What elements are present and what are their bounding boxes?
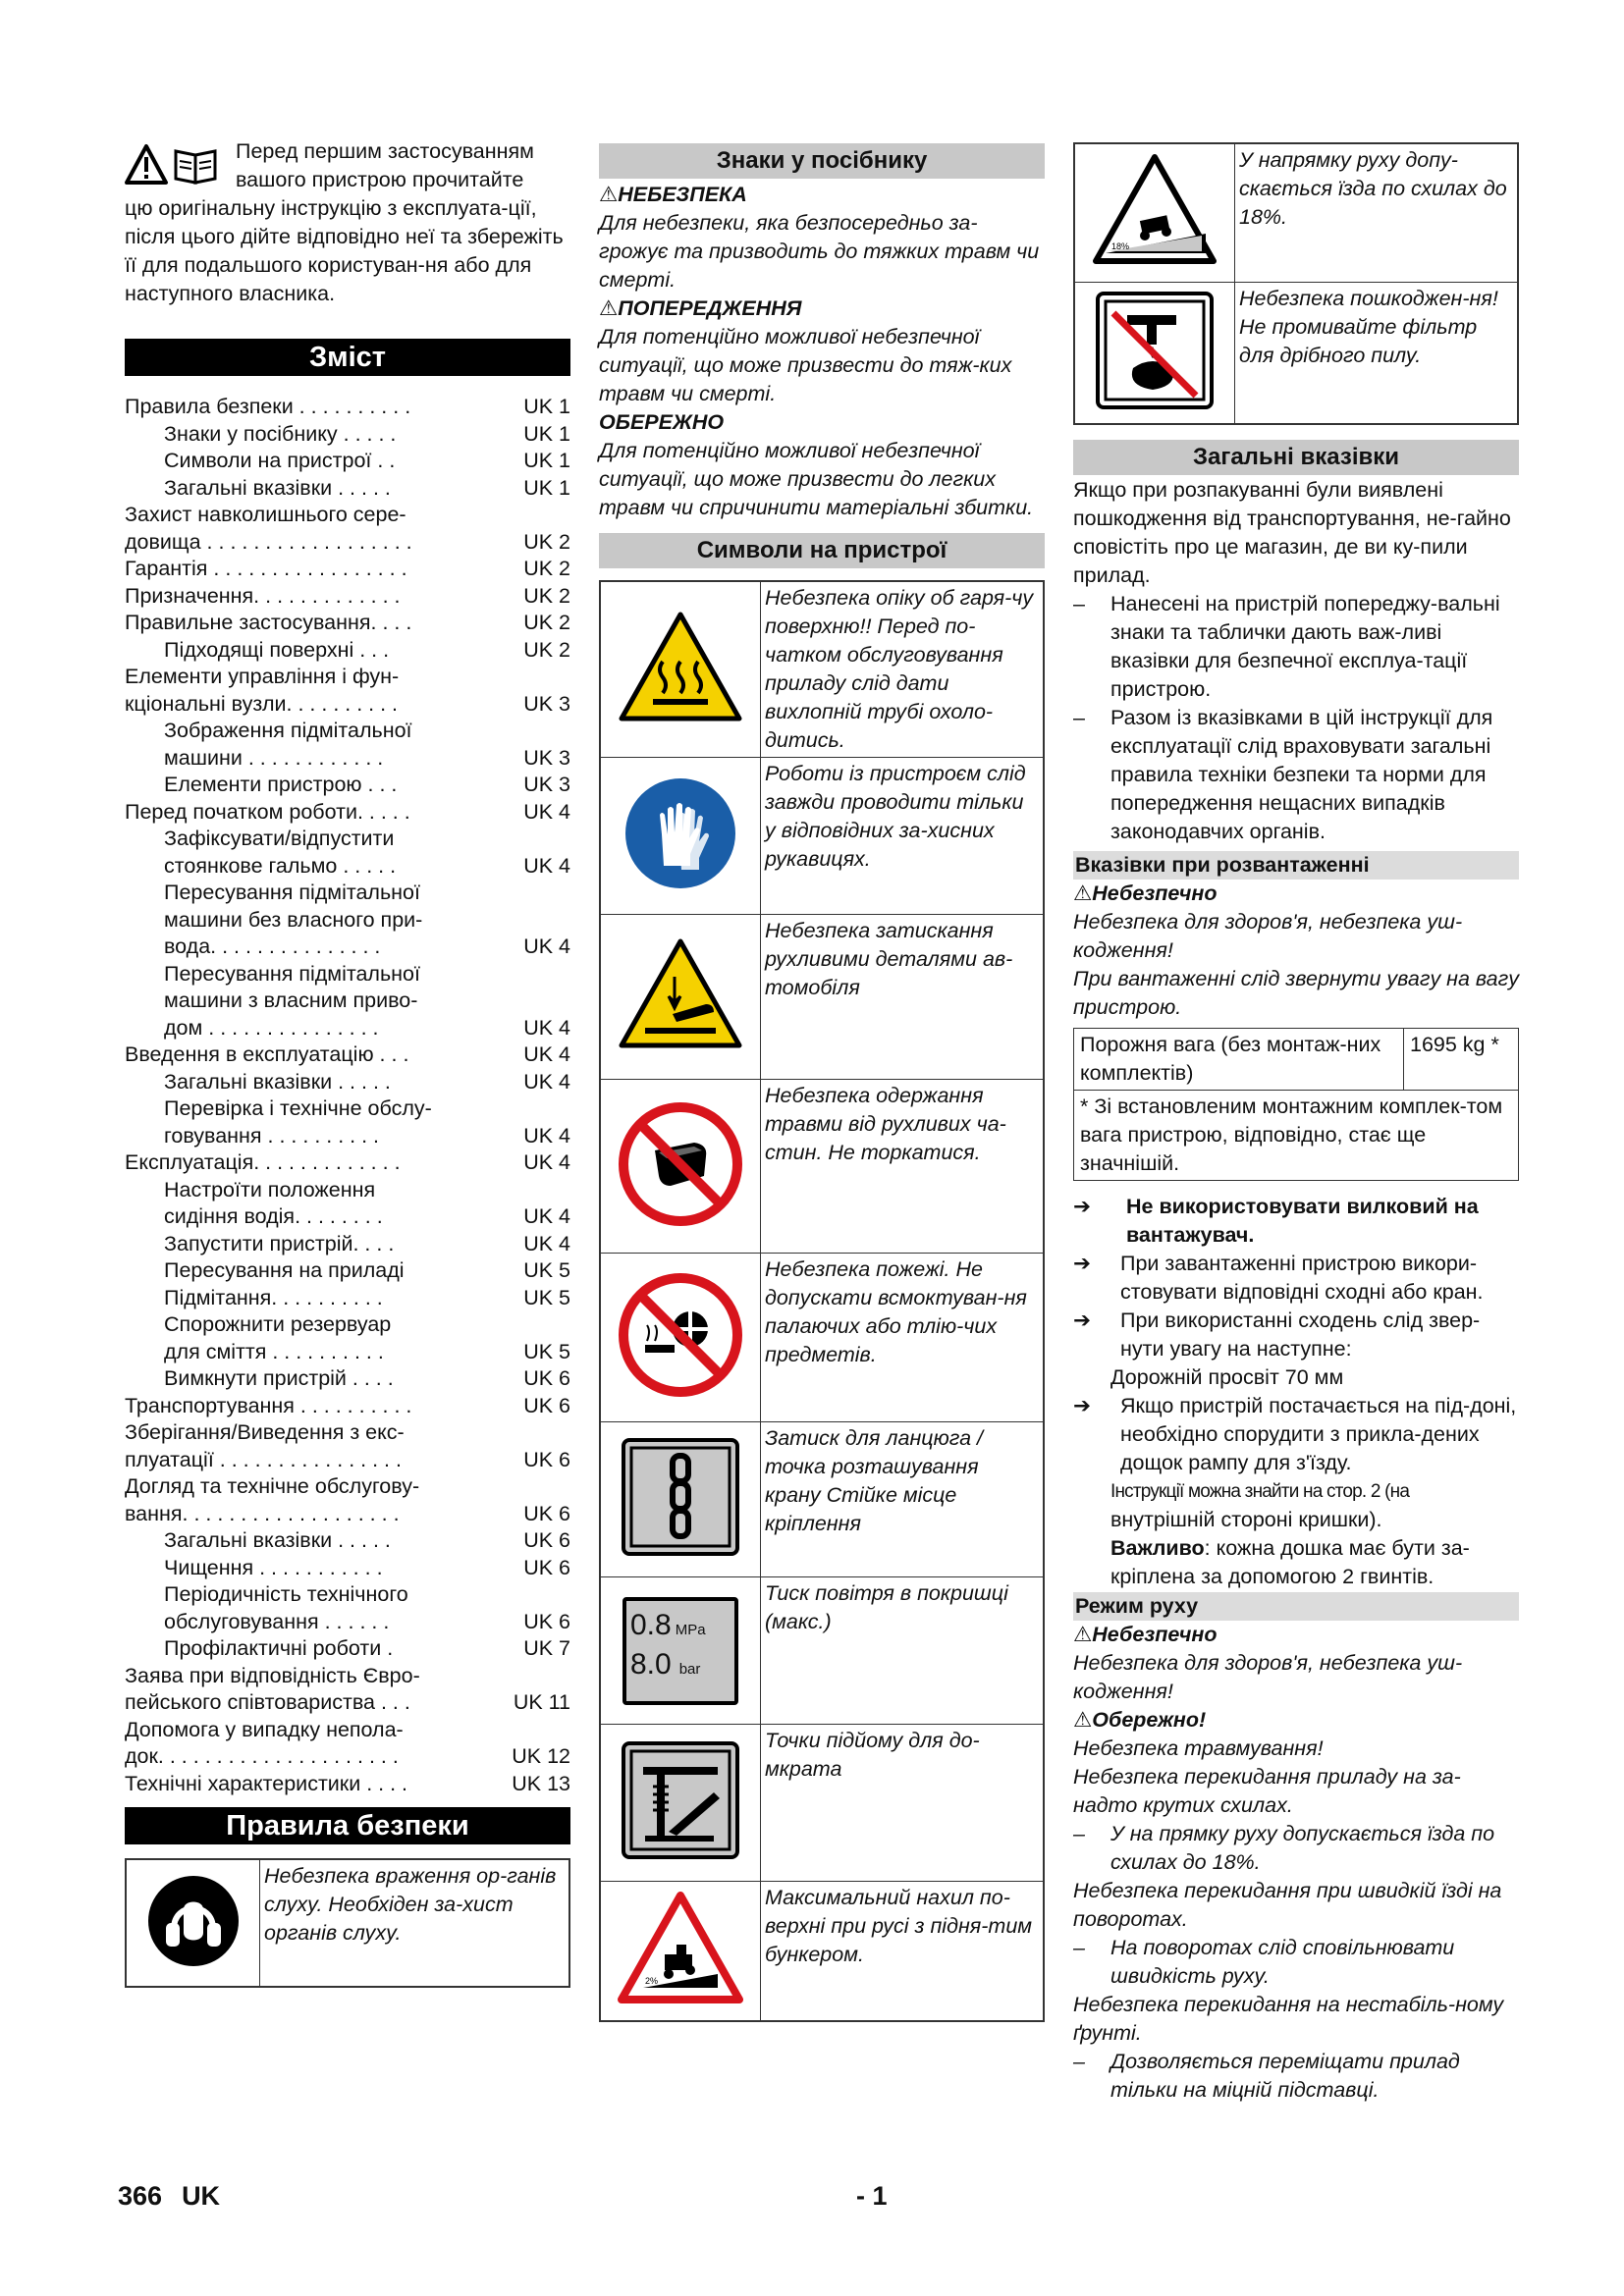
toc-entry-title: Чищення . . . . . . . . . . . xyxy=(164,1555,383,1579)
toc-entry xyxy=(125,934,570,961)
toc-entry-page: UK 6 xyxy=(523,1366,570,1390)
toc-entry xyxy=(125,745,570,773)
toc-entry xyxy=(125,1717,570,1744)
toc-entry xyxy=(125,880,570,907)
toc-entry xyxy=(125,1609,570,1636)
right-symbols-table xyxy=(1073,142,1519,425)
gloves-icon xyxy=(600,758,761,915)
toc-entry xyxy=(125,1339,570,1366)
hot-surface-icon xyxy=(600,581,761,758)
toc-entry-title: сидіння водія. . . . . . . . xyxy=(164,1204,383,1228)
toc-entry-title: Правильне застосування. . . . xyxy=(125,611,412,634)
toc-entry-title: машини без власного при- xyxy=(164,907,423,932)
slope-18-icon xyxy=(1074,143,1235,282)
symbol-text-gloves: Роботи із пристроєм слід завжди проводити тільки у відповідних за-хисних рукавицях. xyxy=(761,758,1045,915)
toc-entry xyxy=(125,1689,570,1717)
toc-entry xyxy=(125,1015,570,1042)
toc-entry-title: Пересування підмітальної xyxy=(164,881,420,904)
toc-entry xyxy=(125,772,570,799)
driving-item-2: – На поворотах слід сповільнювати швидкість руху. xyxy=(1073,1936,1455,1988)
toc-entry xyxy=(125,1285,570,1312)
toc-entry-title: Загальні вказівки . . . . . xyxy=(164,475,391,500)
toc-entry-title: Перед початком роботи. . . . . xyxy=(125,799,410,824)
toc-entry xyxy=(125,961,570,988)
general-paragraph: Якщо при розпакуванні були виявлені пошкодження від транспортування, не-гайно сповістіть про це магазин, де ви ку-пили прилад. xyxy=(1073,478,1511,587)
toc-entry-page: UK 5 xyxy=(523,1339,570,1363)
hearing-protection-text: Небезпека враження ор-ганів слуху. Необхіден за-хист органів слуху. xyxy=(260,1859,570,1987)
toc-entry-page: UK 2 xyxy=(523,637,570,662)
toc-title: Зміст xyxy=(125,339,570,376)
toc-entry-title: машини з власним приво- xyxy=(164,988,418,1012)
intro-line1: Перед першим застосуванням xyxy=(236,139,534,163)
toc-entry-title: вання. . . . . . . . . . . . . . . . . . . xyxy=(125,1501,400,1525)
column-right xyxy=(1073,142,1519,2105)
toc-entry-page: UK 1 xyxy=(523,395,570,418)
toc-entry xyxy=(125,1743,570,1771)
toc-entry xyxy=(125,556,570,583)
toc-entry-title: Зафіксувати/відпустити xyxy=(164,827,395,850)
intro-block xyxy=(125,137,570,308)
toc-entry-title: Загальні вказівки . . . . . xyxy=(164,1069,391,1094)
toc-entry-title: кціональні вузли. . . . . . . . . . xyxy=(125,691,399,716)
toc-entry xyxy=(125,1393,570,1420)
unloading-step-4: ➔ Якщо пристрій постачається на під-доні, необхідно спорудити з прикла-дених дощок рампу для з'їзду. xyxy=(1073,1392,1519,1477)
toc-entry-title: Перевірка і технічне обслу- xyxy=(164,1096,432,1120)
column-left xyxy=(125,137,570,1988)
toc-entry xyxy=(125,1555,570,1582)
weight-label: Порожня вага (без монтаж-них комплектів) xyxy=(1074,1029,1404,1091)
toc-entry-title: пейського співтовариства . . . xyxy=(125,1690,410,1714)
unloading-instructions-ref-2: внутрішній стороні кришки). xyxy=(1110,1508,1382,1531)
toc-entry xyxy=(125,853,570,881)
symbol-text-slope-hopper: Максимальний нахил по-верхні при русі з підня-тим бункером. xyxy=(761,1882,1045,2021)
unloading-step-3: ➔ При використанні сходень слід звер-нути увагу на наступне: xyxy=(1073,1307,1519,1363)
toc-entry xyxy=(125,1473,570,1501)
toc-entry-page: UK 3 xyxy=(523,773,570,796)
toc-entry-page: UK 2 xyxy=(523,557,570,580)
toc-entry-page: UK 6 xyxy=(523,1555,570,1579)
toc-entry-title: дом . . . . . . . . . . . . . . . xyxy=(164,1015,379,1040)
language-code: UK xyxy=(182,2181,221,2211)
pressure-unit-mpa: MPa xyxy=(675,1621,706,1638)
symbol-text-moving-parts: Небезпека одержання травми від рухливих ча-стин. Не торкатися. xyxy=(761,1080,1045,1254)
warning-heading: ⚠ПОПЕРЕДЖЕННЯ xyxy=(599,296,802,320)
toc-entry xyxy=(125,1581,570,1609)
toc-entry-title: Підмітання. . . . . . . . . . xyxy=(164,1285,383,1309)
hearing-protection-table xyxy=(125,1858,570,1988)
general-item-1: – Нанесені на пристрій попереджу-вальні знаки та таблички дають важ-ливі вказівки для безпечної експлуа-тації пристрою. xyxy=(1073,592,1500,701)
toc-entry xyxy=(125,1501,570,1528)
toc-entry-title: док. . . . . . . . . . . . . . . . . . . . . xyxy=(125,1744,399,1768)
toc-entry xyxy=(125,1123,570,1150)
driving-item-3: – Дозволяється переміщати прилад тільки на міцній підставці. xyxy=(1073,2050,1460,2102)
toc-entry-title: довища . . . . . . . . . . . . . . . . . . xyxy=(125,529,412,554)
toc-entry xyxy=(125,1149,570,1177)
toc-entry xyxy=(125,1231,570,1258)
toc-entry-title: Профілактичні роботи . xyxy=(164,1636,394,1660)
page-center-number: - 1 xyxy=(856,2181,888,2211)
max-slope-hopper-icon xyxy=(600,1882,761,2021)
safety-title: Правила безпеки xyxy=(125,1807,570,1844)
weight-table xyxy=(1073,1028,1519,1181)
pressure-value-bar: 8.0 xyxy=(630,1647,672,1681)
toc-entry-title: Правила безпеки . . . . . . . . . . xyxy=(125,395,411,418)
table-of-contents xyxy=(125,394,570,1797)
toc-entry xyxy=(125,502,570,529)
toc-entry-page: UK 4 xyxy=(523,934,570,958)
toc-entry-page: UK 6 xyxy=(523,1528,570,1552)
toc-entry-title: Спорожнити резервуар xyxy=(164,1312,392,1336)
toc-entry-title: стоянкове гальмо . . . . . xyxy=(164,853,397,878)
danger-heading: ⚠НЕБЕЗПЕКА xyxy=(599,183,747,206)
toc-entry xyxy=(125,907,570,934)
toc-entry xyxy=(125,1419,570,1447)
toc-entry xyxy=(125,421,570,449)
unloading-title: Вказівки при розвантаженні xyxy=(1073,851,1519,880)
warning-triangle-icon: ⚠ xyxy=(599,296,619,320)
unloading-step-2: ➔ При завантаженні пристрою викори-стовувати відповідні сходні або кран. xyxy=(1073,1250,1519,1307)
toc-entry-title: Елементи пристрою . . . xyxy=(164,773,398,796)
toc-entry-page: UK 4 xyxy=(523,1231,570,1255)
unloading-step-1: ➔ Не використовувати вилковий на вантажувач. xyxy=(1073,1193,1519,1250)
toc-entry-page: UK 3 xyxy=(523,745,570,770)
no-water-filter-icon xyxy=(1074,282,1235,424)
toc-entry-title: Заява при відповідність Євро- xyxy=(125,1663,420,1687)
toc-entry-page: UK 5 xyxy=(523,1258,570,1282)
toc-entry-title: Гарантія . . . . . . . . . . . . . . . . . xyxy=(125,557,407,580)
driving-caution-text: Небезпека травмування! xyxy=(1073,1736,1324,1760)
symbol-text-pressure: Тиск повітря в покришці (макс.) xyxy=(761,1577,1045,1725)
toc-entry-page: UK 2 xyxy=(523,583,570,608)
toc-entry xyxy=(125,610,570,637)
arrow-right-icon: ➔ xyxy=(1073,1195,1092,1218)
pressure-value-mpa: 0.8 xyxy=(630,1608,672,1641)
toc-entry-title: Транспортування . . . . . . . . . . xyxy=(125,1393,412,1417)
toc-entry-title: Вимкнути пристрій . . . . xyxy=(164,1366,394,1390)
arrow-right-icon: ➔ xyxy=(1073,1252,1092,1275)
jack-point-icon xyxy=(600,1725,761,1882)
toc-entry-title: говування . . . . . . . . . . xyxy=(164,1123,380,1148)
symbol-text-slope-18: У напрямку руху допу-скається їзда по схилах до 18%. xyxy=(1235,143,1519,282)
driving-title: Режим руху xyxy=(1073,1592,1519,1621)
toc-entry-title: плуатації . . . . . . . . . . . . . . . . xyxy=(125,1447,402,1471)
toc-entry xyxy=(125,1365,570,1393)
unloading-weight-note: При вантаженні слід звернути увагу на вагу пристрою. xyxy=(1073,967,1519,1019)
symbol-text-fire: Небезпека пожежі. Не допускати всмоктуван-ня палаючих або тлію-чих предметів. xyxy=(761,1254,1045,1422)
toc-entry-title: Догляд та технічне обслугову- xyxy=(125,1474,420,1498)
caution-heading: ОБЕРЕЖНО xyxy=(599,410,725,434)
toc-entry-page: UK 4 xyxy=(523,853,570,878)
toc-entry-title: Запустити пристрій. . . . xyxy=(164,1231,395,1255)
driving-tip-1: Небезпека перекидання приладу на за-надто крутих схилах. xyxy=(1073,1765,1461,1817)
caution-text: Для потенційно можливої небезпечної ситуації, що може призвести до легких травм чи спричинити матеріальні збитки. xyxy=(599,439,1034,519)
warning-triangle-icon: ⚠ xyxy=(1073,1708,1093,1732)
toc-entry xyxy=(125,1447,570,1474)
toc-entry xyxy=(125,1095,570,1123)
toc-entry xyxy=(125,529,570,557)
page-number: 366 UK xyxy=(118,2181,221,2211)
toc-entry xyxy=(125,718,570,745)
symbol-text-crushing: Небезпека затискання рухливими деталями ав-томобіля xyxy=(761,915,1045,1080)
ear-protection-icon xyxy=(126,1859,260,1987)
toc-entry xyxy=(125,637,570,665)
slope-18-label: 18% xyxy=(1111,241,1130,252)
no-burning-objects-icon xyxy=(600,1254,761,1422)
unloading-clearance: Дорожній просвіт 70 мм xyxy=(1110,1365,1344,1389)
device-symbols-title: Символи на пристрої xyxy=(599,533,1045,568)
symbol-text-filter: Небезпека пошкоджен-ня! Не промивайте фільтр для дрібного пилу. xyxy=(1235,282,1519,424)
weight-value: 1695 kg * xyxy=(1404,1029,1519,1091)
toc-entry xyxy=(125,394,570,421)
toc-entry-page: UK 4 xyxy=(523,1042,570,1066)
toc-entry-page: UK 4 xyxy=(523,1015,570,1040)
toc-entry-title: Призначення. . . . . . . . . . . . . xyxy=(125,583,401,608)
toc-entry-title: Знаки у посібнику . . . . . xyxy=(164,421,397,446)
toc-entry-title: Експлуатація. . . . . . . . . . . . . xyxy=(125,1150,401,1174)
toc-entry xyxy=(125,664,570,691)
toc-entry xyxy=(125,1527,570,1555)
toc-entry xyxy=(125,1635,570,1663)
toc-entry-page: UK 7 xyxy=(523,1636,570,1660)
arrow-right-icon: ➔ xyxy=(1073,1308,1092,1332)
toc-entry-page: UK 6 xyxy=(523,1609,570,1633)
toc-entry-title: Загальні вказівки . . . . . xyxy=(164,1528,391,1552)
column-middle xyxy=(599,143,1045,2022)
toc-entry-title: обслуговування . . . . . . xyxy=(164,1609,390,1633)
toc-entry-title: машини . . . . . . . . . . . . xyxy=(164,745,384,770)
general-item-2: – Разом із вказівками в цій інструкції для експлуатації слід враховувати загальні правила техніки безпеки та норми для попередження нещасних випадків законодавчих органів. xyxy=(1073,706,1493,843)
danger-text: Для небезпеки, яка безпосередньо за-грожує та призводить до тяжких травм чи смерті. xyxy=(599,211,1040,292)
toc-entry-page: UK 6 xyxy=(523,1447,570,1471)
toc-entry xyxy=(125,691,570,719)
toc-entry-title: Елементи управління і фун- xyxy=(125,665,400,688)
driving-danger-text: Небезпека для здоров'я, небезпека уш-кодження! xyxy=(1073,1651,1463,1703)
toc-entry-title: для сміття . . . . . . . . . . xyxy=(164,1339,384,1363)
toc-entry-page: UK 4 xyxy=(523,799,570,824)
toc-entry xyxy=(125,1311,570,1339)
tire-pressure-icon xyxy=(600,1577,761,1725)
toc-entry xyxy=(125,1177,570,1204)
toc-entry-page: UK 4 xyxy=(523,1150,570,1174)
driving-tip-3: Небезпека перекидання на нестабіль-ному ґрунті. xyxy=(1073,1993,1504,2045)
toc-entry-page: UK 4 xyxy=(523,1069,570,1094)
signs-title: Знаки у посібнику xyxy=(599,143,1045,179)
toc-entry xyxy=(125,448,570,475)
symbol-text-chain: Затиск для ланцюга / точка розташування крану Стійке місце кріплення xyxy=(761,1422,1045,1577)
unloading-instructions-ref: Інструкції можна знайти на стор. 2 (на xyxy=(1110,1481,1410,1502)
warning-triangle-icon: ⚠ xyxy=(599,183,619,206)
warning-manual-icon xyxy=(125,143,233,187)
toc-entry-title: вода. . . . . . . . . . . . . . . xyxy=(164,934,381,958)
driving-tip-2: Небезпека перекидання при швидкій їзді на поворотах. xyxy=(1073,1879,1502,1931)
general-title: Загальні вказівки xyxy=(1073,440,1519,475)
toc-entry-title: Настроїти положення xyxy=(164,1177,376,1201)
chain-clamp-icon xyxy=(600,1422,761,1577)
toc-entry-page: UK 1 xyxy=(523,475,570,500)
no-touch-moving-parts-icon xyxy=(600,1080,761,1254)
toc-entry-page: UK 12 xyxy=(512,1744,570,1768)
crushing-hand-icon xyxy=(600,915,761,1080)
toc-entry-title: Пересування підмітальної xyxy=(164,961,420,986)
toc-entry-page: UK 4 xyxy=(523,1204,570,1228)
toc-entry-page: UK 11 xyxy=(513,1690,570,1714)
driving-danger-heading: ⚠Небезпечно xyxy=(1073,1623,1218,1646)
toc-entry xyxy=(125,475,570,503)
warning-triangle-icon: ⚠ xyxy=(1073,1623,1093,1646)
toc-entry xyxy=(125,1771,570,1798)
toc-entry-page: UK 3 xyxy=(523,691,570,716)
weight-footnote: * Зі встановленим монтажним комплек-том вага пристрою, відповідно, стає ще значнішій. xyxy=(1074,1091,1519,1181)
toc-entry xyxy=(125,799,570,827)
toc-entry-title: Технічні характеристики . . . . xyxy=(125,1771,408,1795)
toc-entry-page: UK 1 xyxy=(523,421,570,446)
toc-entry-page: UK 13 xyxy=(512,1771,570,1795)
unloading-danger-heading: ⚠Небезпечно xyxy=(1073,881,1218,905)
toc-entry-title: Періодичність технічного xyxy=(164,1582,408,1606)
toc-entry xyxy=(125,988,570,1015)
toc-entry-title: Пересування на приладі xyxy=(164,1258,405,1282)
symbol-text-hot-surface: Небезпека опіку об гаря-чу поверхню!! Перед по-чатком обслуговування приладу слід дати вихлопній трубі охоло-дитись. xyxy=(761,581,1045,758)
slope-percent-label: 2% xyxy=(645,1975,659,1986)
toc-entry-page: UK 2 xyxy=(523,611,570,634)
toc-entry-title: Зображення підмітальної xyxy=(164,719,412,742)
warning-triangle-icon: ⚠ xyxy=(1073,881,1093,905)
toc-entry xyxy=(125,1069,570,1096)
intro-text: цю оригінальну інструкцію з експлуата-ції, після цього дійте відповідно неї та збережіть її для подальшого користуван-ня або для наступного власника. xyxy=(125,196,564,305)
toc-entry-page: UK 4 xyxy=(523,1123,570,1148)
symbol-text-jack: Точки підйому для до-мкрата xyxy=(761,1725,1045,1882)
toc-entry-page: UK 1 xyxy=(523,449,570,472)
intro-line2: вашого пристрою прочитайте xyxy=(236,168,524,191)
toc-entry-title: Підходящі поверхні . . . xyxy=(164,637,390,662)
driving-item-1: – У на прямку руху допускається їзда по схилах до 18%. xyxy=(1073,1822,1495,1874)
toc-entry-title: Зберігання/Виведення з екс- xyxy=(125,1420,405,1444)
toc-entry xyxy=(125,1663,570,1690)
toc-entry-page: UK 2 xyxy=(523,529,570,554)
unloading-danger-text: Небезпека для здоров'я, небезпека уш-кодження! xyxy=(1073,910,1463,962)
toc-entry-title: Введення в експлуатацію . . . xyxy=(125,1042,409,1066)
toc-entry-page: UK 6 xyxy=(523,1393,570,1417)
driving-caution-heading: ⚠Обережно! xyxy=(1073,1708,1207,1732)
toc-entry-page: UK 6 xyxy=(523,1501,570,1525)
arrow-right-icon: ➔ xyxy=(1073,1394,1092,1417)
toc-entry-title: Допомога у випадку непола- xyxy=(125,1717,404,1741)
toc-entry xyxy=(125,1041,570,1069)
unloading-important: Важливо: кожна дошка має бути за-кріплена за допомогою 2 гвинтів. xyxy=(1110,1536,1470,1588)
toc-entry xyxy=(125,826,570,853)
device-symbols-table xyxy=(599,580,1045,2022)
toc-entry-title: Символи на пристрої . . xyxy=(164,449,396,472)
warning-text: Для потенційно можливої небезпечної ситуації, що може призвести до тяж-ких травм чи смерті. xyxy=(599,325,1012,405)
toc-entry xyxy=(125,583,570,611)
toc-entry-page: UK 5 xyxy=(523,1285,570,1309)
toc-entry-title: Захист навколишнього сере- xyxy=(125,503,406,526)
toc-entry xyxy=(125,1257,570,1285)
pressure-unit-bar: bar xyxy=(678,1660,701,1678)
toc-entry xyxy=(125,1203,570,1231)
